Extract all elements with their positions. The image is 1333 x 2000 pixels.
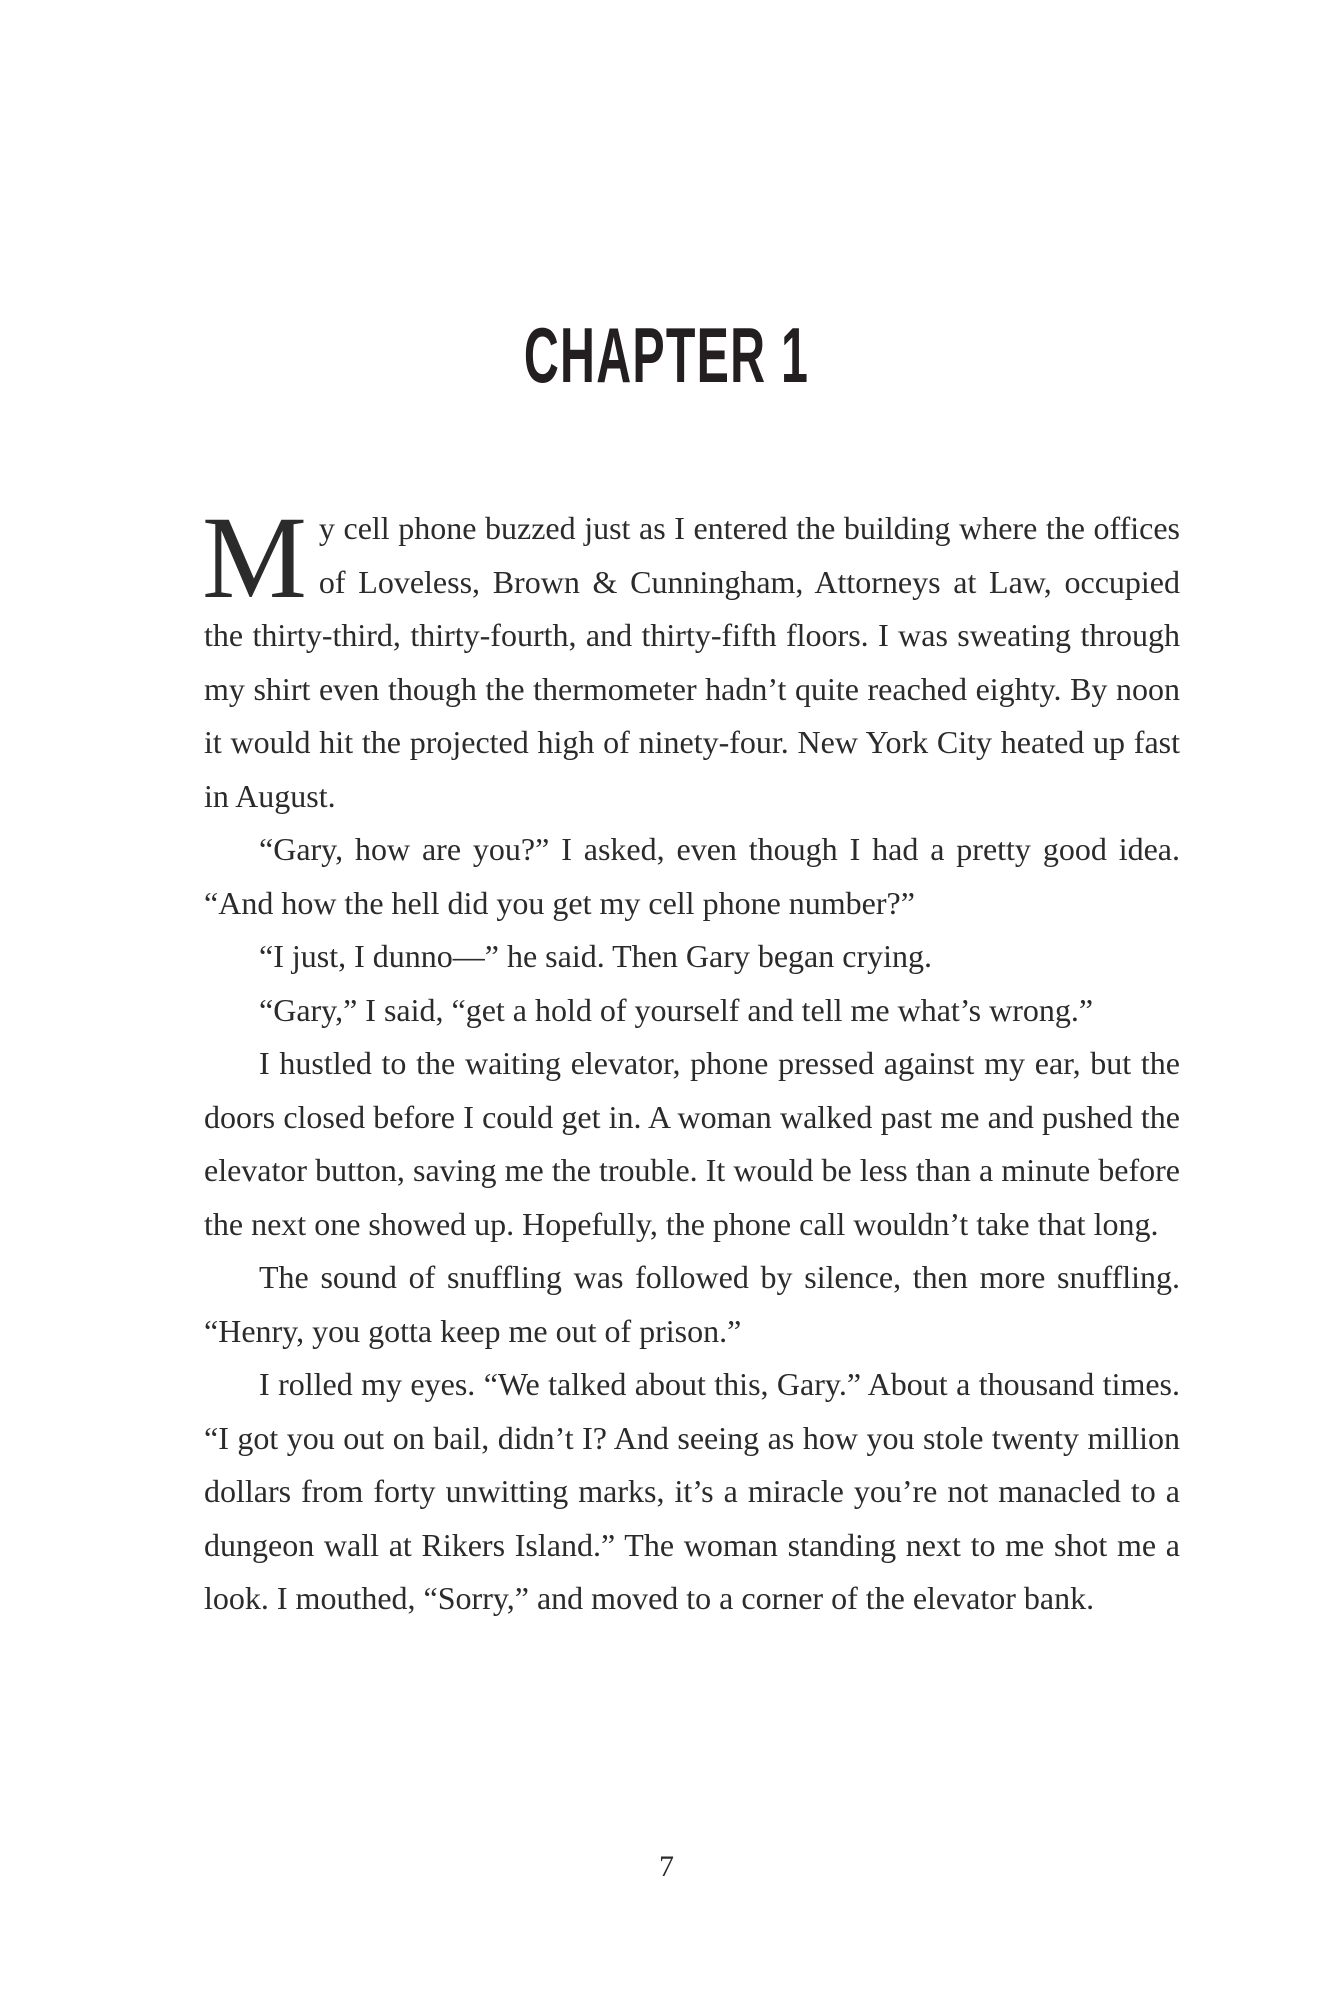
paragraph: I rolled my eyes. “We talked about this, Gary.” About a thousand times. “I got you out on bail, didn’t I? And seeing as how you stole twenty million dollars from forty unwitting marks, it’s a miracle you’re not manacled to a dungeon wall at Rikers Island.” The woman standing next to me shot me a look. I mouthed, “Sorry,” and moved to a corner of the elevator bank. <box>204 1366 1180 1616</box>
paragraph: I hustled to the waiting elevator, phone pressed against my ear, but the doors closed before I could get in. A woman walked past me and pushed the elevator button, saving me the trouble. It would be less than a minute before the next one showed up. Hopefully, the phone call wouldn’t take that long. <box>204 1045 1180 1242</box>
paragraph: “I just, I dunno—” he said. Then Gary began crying. <box>259 938 932 974</box>
paragraph: “Gary, how are you?” I asked, even though I had a pretty good idea. “And how the hell did you get my cell phone number?” <box>204 831 1180 921</box>
paragraph: The sound of snuffling was followed by silence, then more snuffling. “Henry, you gotta keep me out of prison.” <box>204 1259 1180 1349</box>
chapter-title: CHAPTER 1 <box>523 311 810 399</box>
chapter-body <box>202 492 1180 1626</box>
paragraph <box>202 492 1180 823</box>
page-number: 7 <box>659 1850 674 1883</box>
paragraph-text: y cell phone buzzed just as I entered the building where the offices of Loveless, Brown & Cunningham, Attorneys at Law, occupied the thirty-third, thirty-fourth, and thirty-fifth floors. I was sweating through my shirt even though the thermometer hadn’t quite reached eighty. By noon it would hit the projected high of ninety-four. New York City heated up fast in August. <box>204 510 1180 814</box>
drop-cap: M <box>202 492 307 623</box>
paragraph: “Gary,” I said, “get a hold of yourself and tell me what’s wrong.” <box>259 991 1094 1028</box>
